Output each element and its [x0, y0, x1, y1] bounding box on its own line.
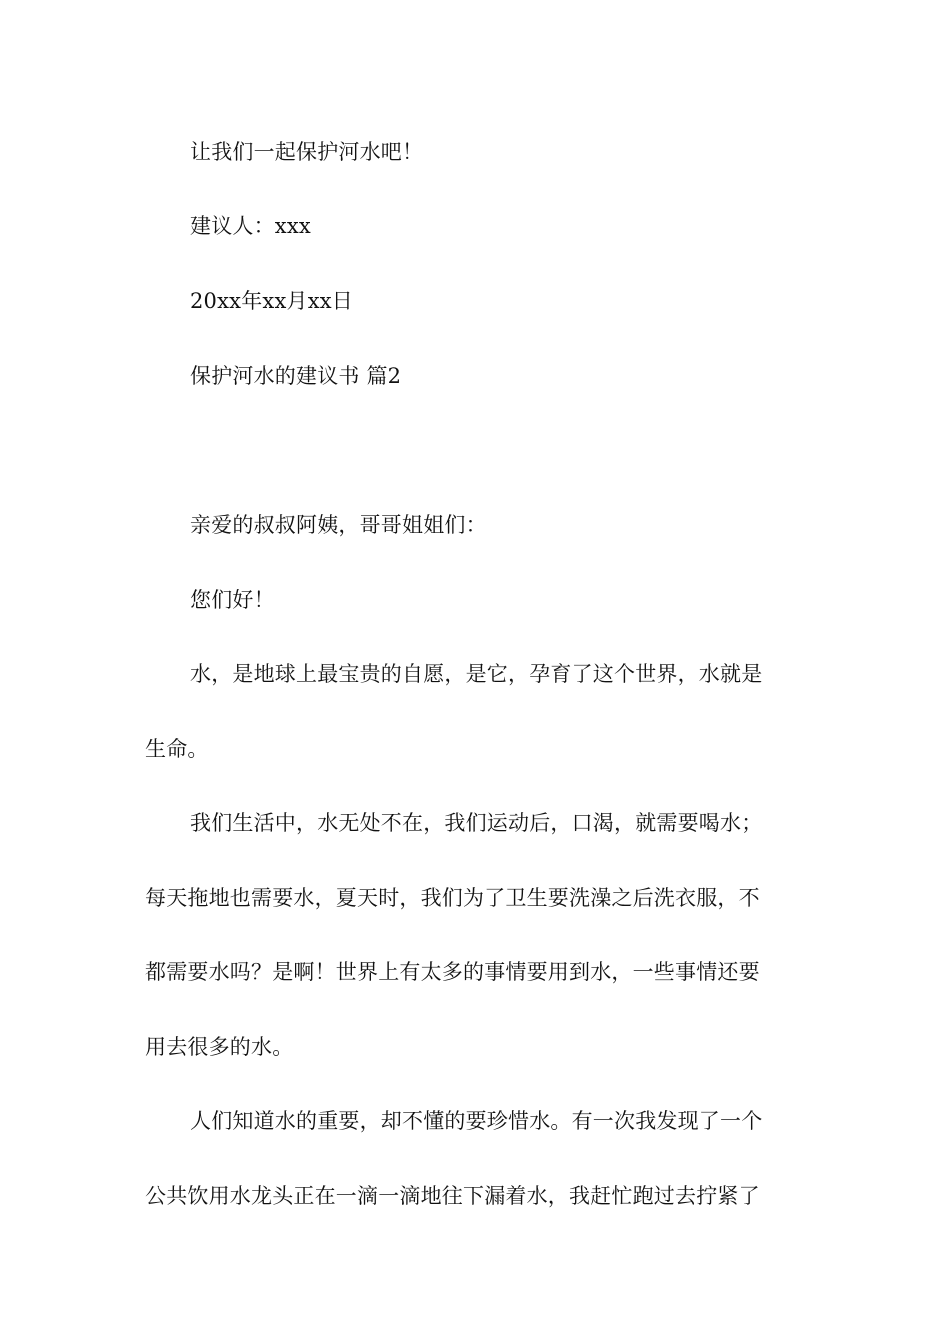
paragraph-2-line-3: 都需要水吗？是啊！世界上有太多的事情要用到水，一些事情还要 [145, 960, 760, 984]
paragraph-3-line-2: 公共饮用水龙头正在一滴一滴地往下漏着水，我赶忙跑过去拧紧了 [145, 1184, 760, 1208]
closing-line: 让我们一起保护河水吧！ [190, 140, 424, 164]
section-title: 保护河水的建议书 篇2 [190, 364, 402, 388]
proposer-line: 建议人：xxx [190, 214, 311, 238]
paragraph-2-line-1: 我们生活中，水无处不在，我们运动后，口渴，就需要喝水； [190, 811, 763, 835]
paragraph-1-line-1: 水，是地球上最宝贵的自愿，是它，孕育了这个世界，水就是 [190, 662, 763, 686]
paragraph-1-line-2: 生命。 [145, 737, 209, 761]
paragraph-2-line-4: 用去很多的水。 [145, 1035, 294, 1059]
date-line: 20xx年xx月xx日 [190, 289, 353, 313]
salutation-line: 亲爱的叔叔阿姨，哥哥姐姐们： [190, 513, 487, 537]
paragraph-2-line-2: 每天拖地也需要水，夏天时，我们为了卫生要洗澡之后洗衣服，不 [145, 886, 760, 910]
paragraph-3-line-1: 人们知道水的重要，却不懂的要珍惜水。有一次我发现了一个 [190, 1109, 763, 1133]
greeting-line: 您们好！ [190, 588, 275, 612]
